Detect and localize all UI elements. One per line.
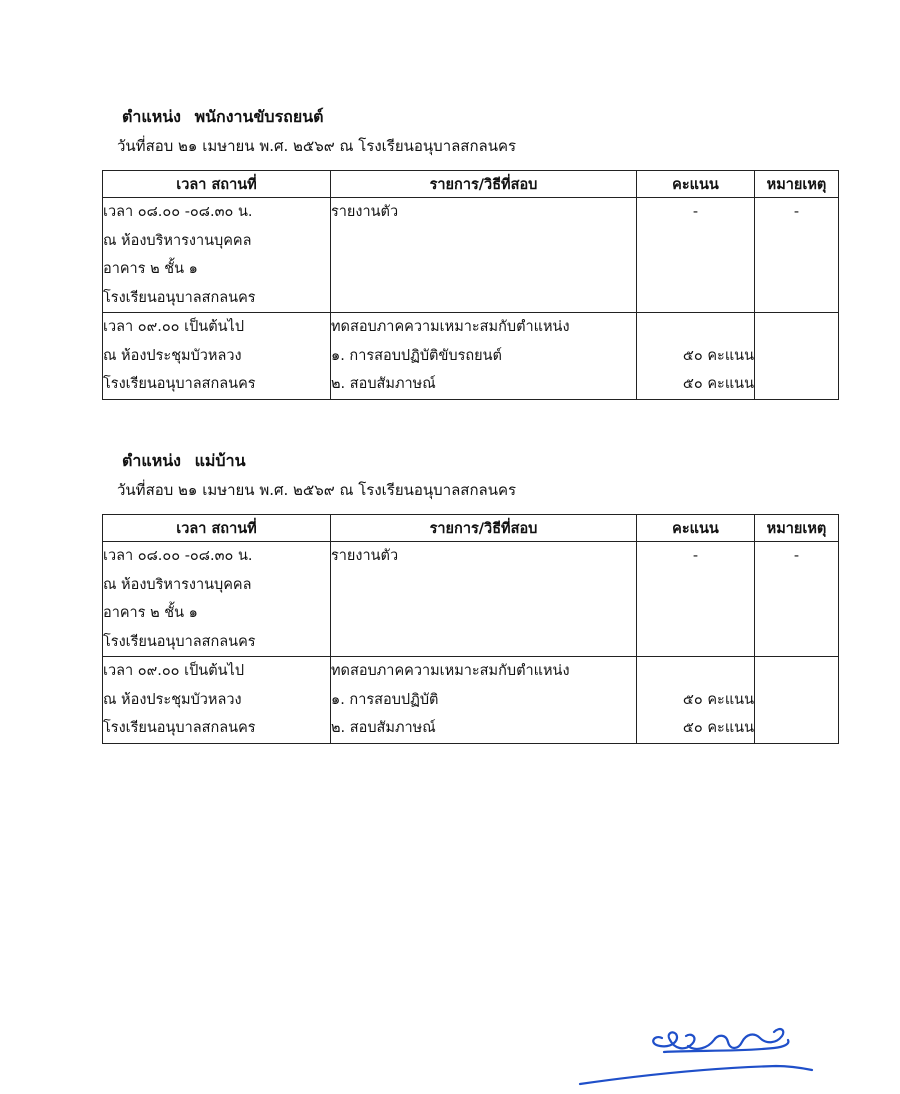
place-line: โรงเรียนอนุบาลสกลนคร <box>103 720 256 736</box>
place-line: โรงเรียนอนุบาลสกลนคร <box>103 376 256 392</box>
place-line: โรงเรียนอนุบาลสกลนคร <box>103 289 256 306</box>
item-cell <box>331 198 637 313</box>
score-value: ๕๐ คะแนน <box>682 720 754 736</box>
item-cell <box>331 657 637 744</box>
score-value: ๕๐ คะแนน <box>682 347 754 364</box>
place-line: เวลา ๐๘.๐๐ -๐๘.๓๐ น. <box>103 548 253 564</box>
header-item: รายการ/วิธีที่สอบ <box>331 515 637 542</box>
position-name: พนักงานขับรถยนต์ <box>194 107 324 126</box>
note-cell <box>755 657 839 744</box>
header-time-place: เวลา สถานที่ <box>103 171 331 198</box>
place-line: ณ ห้องประชุมบัวหลวง <box>103 347 242 364</box>
score-value: - <box>692 204 699 220</box>
header-note: หมายเหตุ <box>755 171 839 198</box>
position-title <box>122 448 838 474</box>
item-line: รายงานตัว <box>331 548 399 564</box>
header-item: รายการ/วิธีที่สอบ <box>331 171 637 198</box>
exam-date: วันที่สอบ ๒๑ เมษายน พ.ศ. ๒๕๖๙ ณ โรงเรียนอนุบาลสกลนคร <box>117 481 517 499</box>
item-line: ทดสอบภาคความเหมาะสมกับตำแหน่ง <box>331 663 570 679</box>
time-place-cell <box>103 313 331 400</box>
place-line: เวลา ๐๘.๐๐ -๐๘.๓๐ น. <box>103 204 253 220</box>
table-row <box>103 657 839 744</box>
position-title <box>122 104 838 130</box>
item-line: ๒. สอบสัมภาษณ์ <box>331 720 436 736</box>
position-section-driver <box>102 104 838 400</box>
position-section-housekeeper <box>102 448 838 744</box>
position-label: ตำแหน่ง <box>122 451 181 470</box>
place-line: เวลา ๐๙.๐๐ เป็นต้นไป <box>103 663 245 679</box>
place-line: อาคาร ๒ ชั้น ๑ <box>103 261 198 277</box>
time-place-cell <box>103 542 331 657</box>
place-line: เวลา ๐๙.๐๐ เป็นต้นไป <box>103 319 245 335</box>
score-cell <box>637 198 755 313</box>
exam-schedule-table <box>102 170 839 400</box>
note-cell <box>755 198 839 313</box>
item-cell <box>331 313 637 400</box>
signature-mark <box>576 1022 816 1090</box>
table-row <box>103 542 839 657</box>
score-cell <box>637 313 755 400</box>
header-note: หมายเหตุ <box>755 515 839 542</box>
item-cell <box>331 542 637 657</box>
time-place-cell <box>103 198 331 313</box>
time-place-cell <box>103 657 331 744</box>
place-line: ณ ห้องประชุมบัวหลวง <box>103 691 242 708</box>
header-score: คะแนน <box>637 515 755 542</box>
table-row <box>103 313 839 400</box>
header-time-place: เวลา สถานที่ <box>103 515 331 542</box>
table-header-row <box>103 171 839 198</box>
place-line: ณ ห้องบริหารงานบุคคล <box>103 576 252 593</box>
score-cell <box>637 657 755 744</box>
item-line: ทดสอบภาคความเหมาะสมกับตำแหน่ง <box>331 319 570 335</box>
table-header-row <box>103 515 839 542</box>
score-value: - <box>692 548 699 564</box>
note-cell <box>755 313 839 400</box>
score-cell <box>637 542 755 657</box>
note-value: - <box>793 204 800 220</box>
position-name: แม่บ้าน <box>194 451 246 470</box>
note-value: - <box>793 548 800 564</box>
exam-schedule-table <box>102 514 839 744</box>
score-value: ๕๐ คะแนน <box>682 376 754 392</box>
score-value: ๕๐ คะแนน <box>682 691 754 708</box>
place-line: โรงเรียนอนุบาลสกลนคร <box>103 633 256 650</box>
position-label: ตำแหน่ง <box>122 107 181 126</box>
table-row <box>103 198 839 313</box>
header-score: คะแนน <box>637 171 755 198</box>
place-line: ณ ห้องบริหารงานบุคคล <box>103 232 252 249</box>
exam-date: วันที่สอบ ๒๑ เมษายน พ.ศ. ๒๕๖๙ ณ โรงเรียนอนุบาลสกลนคร <box>117 137 517 155</box>
item-line: รายงานตัว <box>331 204 399 220</box>
item-line: ๑. การสอบปฏิบัติ <box>331 691 439 708</box>
place-line: อาคาร ๒ ชั้น ๑ <box>103 605 198 621</box>
item-line: ๒. สอบสัมภาษณ์ <box>331 376 436 392</box>
note-cell <box>755 542 839 657</box>
item-line: ๑. การสอบปฏิบัติขับรถยนต์ <box>331 347 502 364</box>
